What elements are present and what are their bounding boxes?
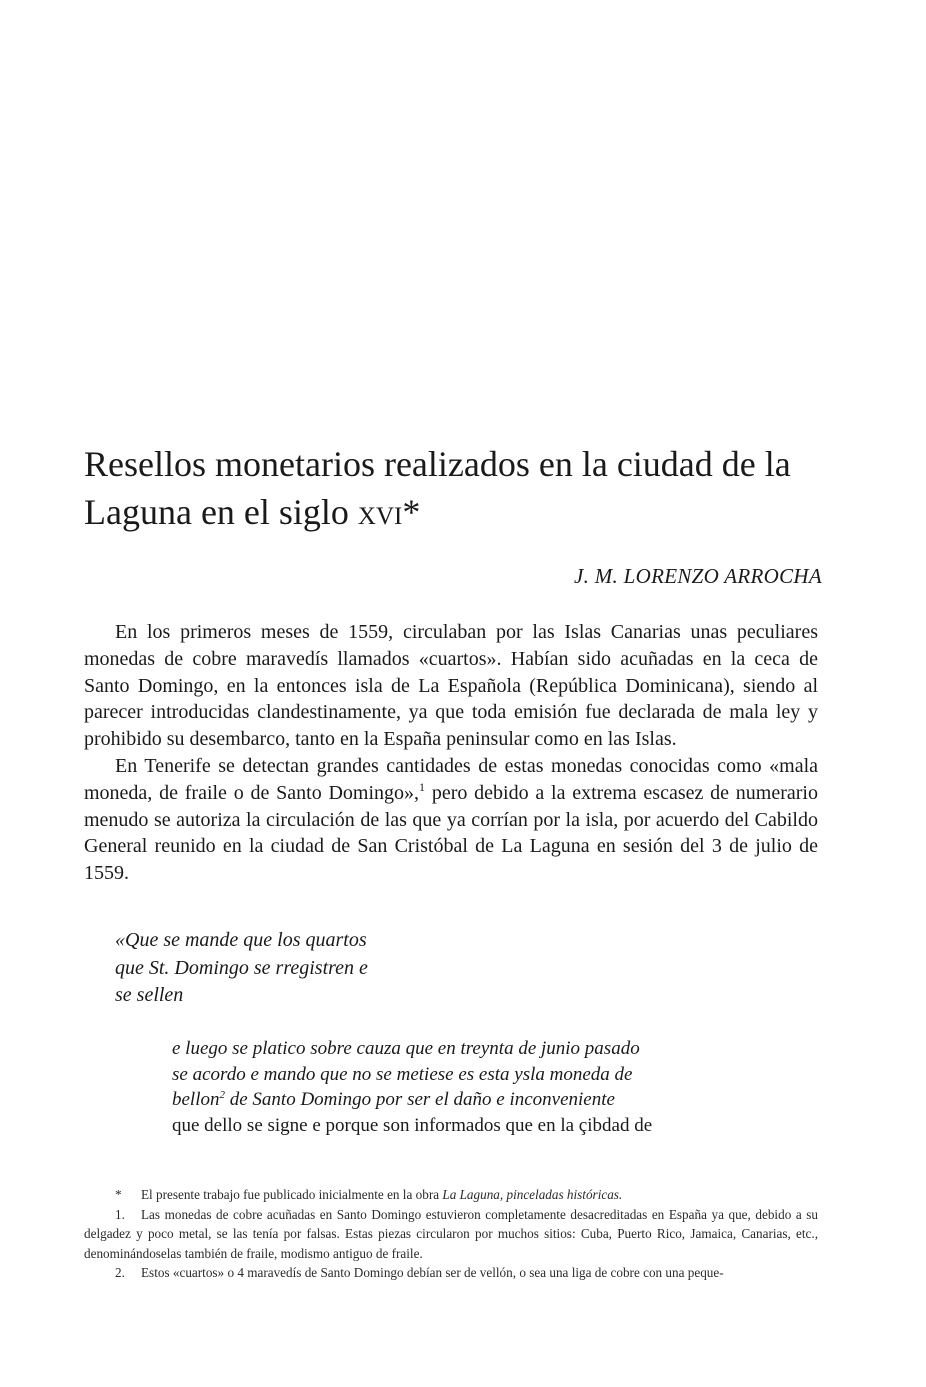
verse-line-2: que St. Domingo se rregistren e [115, 956, 368, 979]
title-line-1: Resellos monetarios realizados en la ciudad de la [84, 444, 791, 484]
quote-line-2: se acordo e mando que no se metiese es esta ysla moneda de [172, 1063, 633, 1085]
article-title [84, 440, 844, 536]
paragraph-1: En los primeros meses de 1559, circulaban por las Islas Canarias unas peculiares monedas de cobre maravedís llamados «cuartos». Habían sido acuñadas en la ceca de Santo Domingo, en la entonces isla de La Española (República Dominicana), siendo al parecer introducidas clandestinamente, ya que toda emisión fue declarada de mala ley y prohibido su desembarco, tanto en la España peninsular como en las Islas. [84, 621, 818, 751]
quote-line-4: que dello se signe e porque son informados que en la çibdad de [172, 1114, 653, 1136]
quote-line-3-b: de Santo Domingo por ser el daño e inconveniente [225, 1089, 615, 1110]
quote-line-1: e luego se platico sobre cauza que en treynta de junio pasado [172, 1038, 640, 1059]
footnote-star-text: El presente trabajo fue publicado inicialmente en la obra [141, 1187, 443, 1202]
footnote-ref-1: 1 [419, 779, 426, 794]
footnote-2-mark: 2. [115, 1265, 125, 1281]
paragraph-2-text-a: En Tenerife se detectan grandes cantidades de estas monedas conocidas como «mala moneda, de fraile o de Santo Domingo», [84, 754, 818, 804]
footnote-star-mark: * [115, 1187, 122, 1202]
title-century: xvi [357, 492, 403, 532]
paragraph-2-text-b: pero debido a la extrema escasez de numerario menudo se autoriza la circulación de las que ya corrían por la isla, por acuerdo del Cabildo General reunido en la ciudad de San Cristóbal de La Laguna en sesión del 3 de julio de 1559. [84, 781, 818, 885]
block-quote [172, 1036, 732, 1138]
title-footnote-mark: * [402, 492, 421, 532]
quote-line-3 [172, 1087, 732, 1113]
footnote-star-work: La Laguna, pinceladas históricas. [442, 1187, 623, 1202]
paragraph-2 [84, 753, 818, 887]
title-line-2: Laguna en el siglo [84, 492, 358, 532]
footnote-star [84, 1185, 818, 1205]
quote-line-3-a: bellon [172, 1089, 220, 1110]
footnote-2-text: Estos «cuartos» o 4 maravedís de Santo Domingo debían ser de vellón, o sea una liga de cobre con una peque- [141, 1265, 724, 1281]
footnote-1-mark: 1. [115, 1206, 125, 1222]
verse-line-1: «Que se mande que los quartos [115, 929, 367, 951]
footnotes [84, 1185, 818, 1283]
footnote-2 [84, 1263, 818, 1283]
verse-quote [115, 927, 535, 1010]
footnote-ref-2: 2 [219, 1089, 225, 1101]
footnote-1 [84, 1205, 818, 1264]
article-body [84, 619, 818, 887]
author-name: J. M. LORENZO ARROCHA [574, 564, 822, 588]
verse-line-3: se sellen [115, 984, 184, 1006]
footnote-1-text: Las monedas de cobre acuñadas en Santo Domingo estuvieron completamente desacreditadas en España ya que, debido a su delgadez y poco metal, se las tenía por falsas. Estas piezas circularon por muchos sitios: Cuba, Puerto Rico, Jamaica, Canarias, etc., denominándoselas también de fraile, modismo antiguo de fraile. [84, 1206, 818, 1261]
